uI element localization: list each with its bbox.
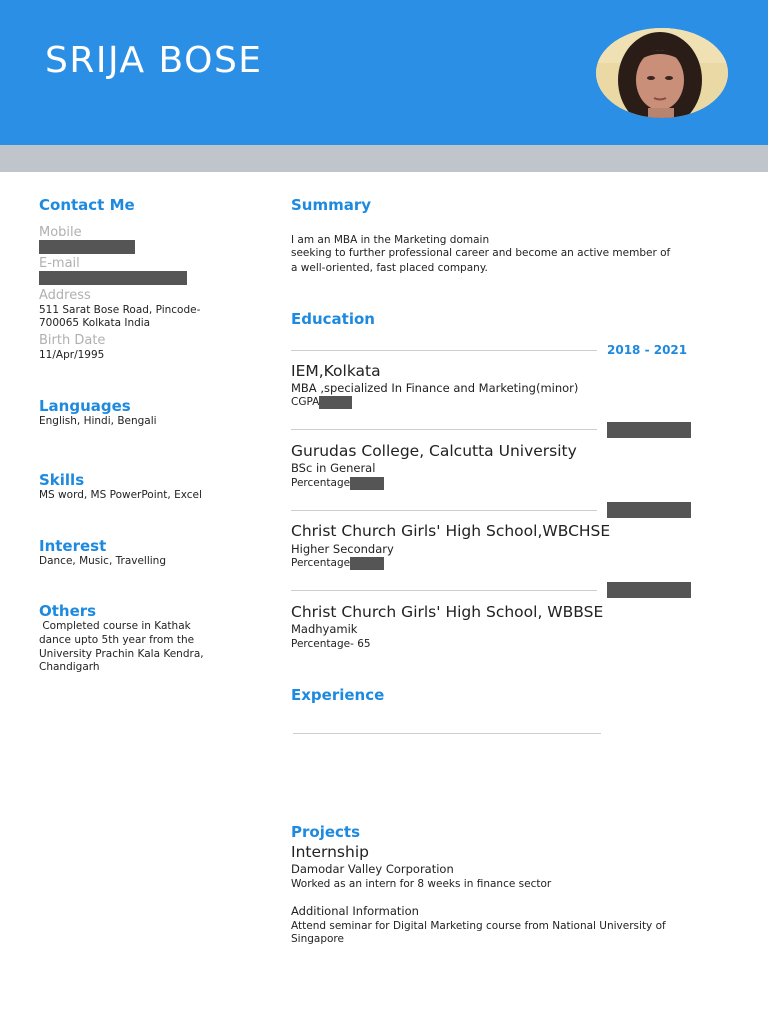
skills-value: MS word, MS PowerPoint, Excel bbox=[39, 489, 202, 501]
education-score-label: CGPA bbox=[291, 396, 320, 408]
languages-title: Languages bbox=[39, 397, 131, 415]
address-line-1: 511 Sarat Bose Road, Pincode- bbox=[39, 304, 201, 316]
skills-title: Skills bbox=[39, 471, 85, 489]
score-redaction bbox=[350, 477, 384, 490]
address-line-2: 700065 Kolkata India bbox=[39, 317, 151, 329]
others-line-2: dance upto 5th year from the bbox=[39, 634, 195, 646]
score-redaction bbox=[350, 557, 384, 570]
education-institution: IEM,Kolkata bbox=[291, 362, 381, 380]
others-title: Others bbox=[39, 602, 97, 620]
education-score-label: Percentage bbox=[291, 557, 351, 569]
education-degree: BSc in General bbox=[291, 461, 376, 475]
summary-title: Summary bbox=[291, 196, 372, 214]
experience-title: Experience bbox=[291, 686, 385, 704]
interest-value: Dance, Music, Travelling bbox=[39, 555, 166, 567]
education-score bbox=[291, 395, 352, 409]
education-degree: Higher Secondary bbox=[291, 542, 394, 556]
education-score-label: Percentage bbox=[291, 477, 351, 489]
languages-value: English, Hindi, Bengali bbox=[39, 415, 157, 427]
education-title: Education bbox=[291, 310, 375, 328]
year-redaction bbox=[607, 502, 691, 518]
profile-photo bbox=[596, 28, 728, 118]
contact-title: Contact Me bbox=[39, 196, 135, 214]
header-divider-band bbox=[0, 145, 768, 172]
experience-divider bbox=[293, 733, 601, 734]
others-line-1: Completed course in Kathak bbox=[39, 620, 191, 632]
others-line-4: Chandigarh bbox=[39, 661, 100, 673]
projects-title: Projects bbox=[291, 823, 361, 841]
interest-title: Interest bbox=[39, 537, 107, 555]
address-label: Address bbox=[39, 288, 91, 303]
education-year-range: 2018 - 2021 bbox=[607, 343, 688, 357]
additional-info-title: Additional Information bbox=[291, 904, 419, 918]
birth-date-value: 11/Apr/1995 bbox=[39, 349, 105, 361]
birth-date-label: Birth Date bbox=[39, 333, 106, 348]
education-score: Percentage- 65 bbox=[291, 638, 371, 650]
education-divider bbox=[291, 590, 597, 591]
education-institution: Christ Church Girls' High School, WBBSE bbox=[291, 603, 604, 621]
year-redaction bbox=[607, 582, 691, 598]
education-institution: Christ Church Girls' High School,WBCHSE bbox=[291, 522, 611, 540]
summary-line-1: I am an MBA in the Marketing domain bbox=[291, 234, 490, 246]
mobile-label: Mobile bbox=[39, 225, 82, 240]
candidate-name: SRIJA BOSE bbox=[45, 40, 263, 81]
education-degree: MBA ,specialized In Finance and Marketing(minor) bbox=[291, 381, 579, 395]
email-label: E-mail bbox=[39, 256, 80, 271]
summary-line-3: a well-oriented, fast placed company. bbox=[291, 262, 488, 274]
project-description: Worked as an intern for 8 weeks in finance sector bbox=[291, 878, 552, 890]
education-divider bbox=[291, 429, 597, 430]
education-institution: Gurudas College, Calcutta University bbox=[291, 442, 577, 460]
score-redaction bbox=[319, 396, 352, 409]
education-divider bbox=[291, 510, 597, 511]
others-line-3: University Prachin Kala Kendra, bbox=[39, 648, 204, 660]
project-heading: Internship bbox=[291, 843, 369, 861]
mobile-redaction bbox=[39, 240, 135, 254]
email-redaction bbox=[39, 271, 187, 285]
project-organization: Damodar Valley Corporation bbox=[291, 862, 454, 876]
year-redaction bbox=[607, 422, 691, 438]
summary-line-2: seeking to further professional career and become an active member of bbox=[291, 247, 671, 259]
education-degree: Madhyamik bbox=[291, 622, 358, 636]
additional-info-line-1: Attend seminar for Digital Marketing course from National University of bbox=[291, 920, 666, 932]
additional-info-line-2: Singapore bbox=[291, 933, 344, 945]
education-divider bbox=[291, 350, 597, 351]
education-score bbox=[291, 556, 384, 570]
education-score bbox=[291, 476, 384, 490]
